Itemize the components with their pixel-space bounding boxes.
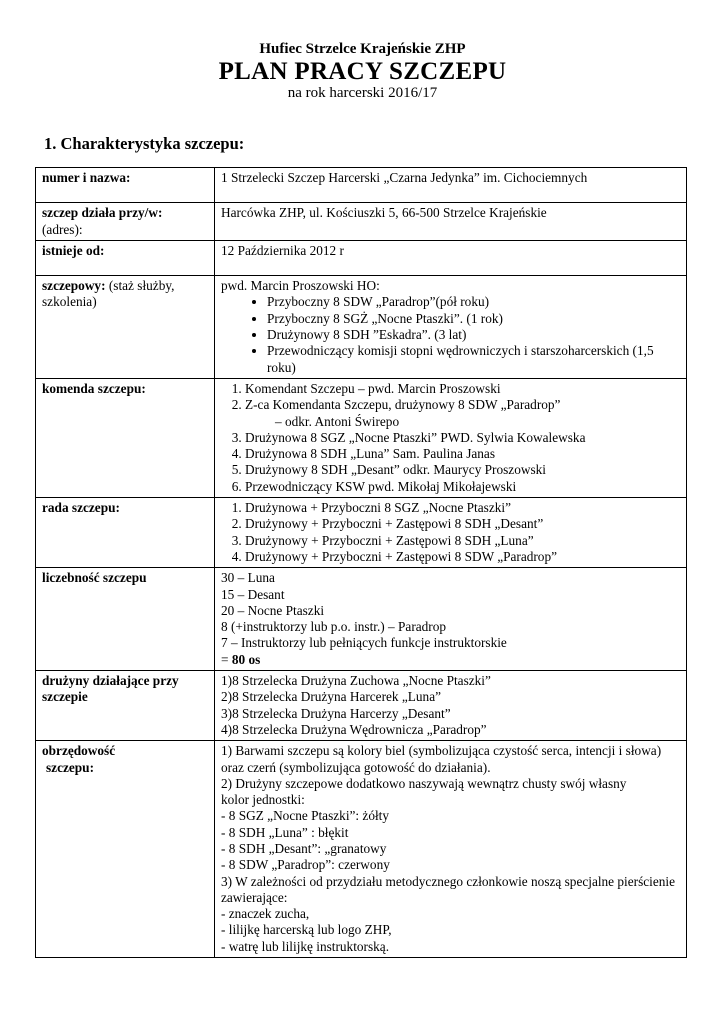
table-row (36, 498, 687, 568)
characteristics-table (35, 167, 687, 958)
unit-line: 3)8 Strzelecka Drużyna Harcerzy „Desant” (221, 705, 451, 721)
label-leader: szczepowy: (42, 278, 106, 294)
list-item-text: Z-ca Komendanta Szczepu, drużynowy 8 SDW „Paradrop” (245, 397, 561, 413)
row-label (36, 498, 215, 568)
table-row (36, 568, 687, 671)
list-item: 5. Drużynowy 8 SDH „Desant” odkr. Maurycy Proszowski (245, 462, 680, 478)
label-founded: istnieje od: (42, 242, 105, 258)
table-row (36, 240, 687, 275)
row-label (36, 168, 215, 203)
table-row (36, 168, 687, 203)
ritual-line: - znaczek zucha, (221, 906, 310, 922)
row-value (215, 498, 687, 568)
label-command: komenda szczepu: (42, 380, 146, 396)
row-value (215, 671, 687, 741)
ritual-line: - 8 SDW „Paradrop”: czerwony (221, 857, 390, 873)
row-label (36, 568, 215, 671)
size-total-line (221, 652, 680, 668)
ritual-line: - 8 SDH „Desant”: „granatowy (221, 840, 387, 856)
list-item: • Przewodniczący komisji stopni wędrowniczych i starszoharcerskich (1,5 roku) (267, 343, 680, 376)
unit-line: 1)8 Strzelecka Drużyna Zuchowa „Nocne Ptaszki” (221, 673, 491, 689)
ritual-line: - 8 SGZ „Nocne Ptaszki”: żółty (221, 808, 390, 824)
row-label (36, 240, 215, 275)
label-leader-note: (staż służby, szkolenia) (42, 278, 175, 310)
label-location-note: (adres): (42, 221, 83, 237)
row-value (215, 240, 687, 275)
leader-intro: pwd. Marcin Proszowski HO: (221, 278, 380, 294)
organization-name: Hufiec Strzelce Krajeńskie ZHP (259, 41, 466, 57)
size-line: 15 – Desant (221, 586, 285, 602)
row-label (36, 203, 215, 241)
list-item: 2. Drużynowy + Przyboczni + Zastępowi 8 SDH „Desant” (245, 516, 680, 532)
ritual-line: - watrę lub lilijkę instruktorską. (221, 938, 390, 954)
label-units: drużyny działające przy szczepie (42, 673, 179, 705)
table-row (36, 203, 687, 241)
ritual-line: kolor jednostki: (221, 792, 305, 808)
list-item: 4. Drużynowy + Przyboczni + Zastępowi 8 SDW „Paradrop” (245, 549, 680, 565)
ritual-line: - lilijkę harcerską lub logo ZHP, (221, 922, 392, 938)
command-list (221, 381, 680, 495)
row-label (36, 378, 215, 497)
section-heading: 1. Charakterystyka szczepu: (44, 134, 245, 153)
row-value (215, 203, 687, 241)
troop-address: Harcówka ZHP, ul. Kościuszki 5, 66-500 Strzelce Krajeńskie (221, 205, 547, 221)
troop-name: 1 Strzelecki Szczep Harcerski „Czarna Jedynka” im. Cichociemnych (221, 170, 588, 185)
ritual-line: 2) Drużyny szczepowe dodatkowo naszywają wewnątrz chusty swój własny (221, 775, 627, 791)
list-item: • Przyboczny 8 SGŻ „Nocne Ptaszki”. (1 rok) (267, 311, 680, 327)
row-value (215, 276, 687, 379)
ritual-line: - 8 SDH „Luna” : błękit (221, 824, 349, 840)
row-value (215, 741, 687, 958)
unit-line: 2)8 Strzelecka Drużyna Harcerek „Luna” (221, 689, 442, 705)
ritual-line: 1) Barwami szczepu są kolory biel (symbolizująca czystość serca, intencji i słowa) oraz czerń (symbolizująca gotowość do działania). (221, 743, 662, 775)
row-label (36, 741, 215, 958)
document-subtitle: na rok harcerski 2016/17 (287, 85, 438, 101)
table-row (36, 276, 687, 379)
size-total-prefix: = (221, 651, 232, 667)
list-item: 4. Drużynowa 8 SDH „Luna” Sam. Paulina Janas (245, 446, 680, 462)
list-item (245, 397, 680, 430)
unit-line: 4)8 Strzelecka Drużyna Wędrownicza „Paradrop” (221, 721, 487, 737)
size-total: 80 os (231, 651, 261, 667)
label-size: liczebność szczepu (42, 570, 147, 586)
row-value (215, 568, 687, 671)
table-row (36, 671, 687, 741)
list-item: 3. Drużynowy + Przyboczni + Zastępowi 8 SDH „Luna” (245, 533, 680, 549)
list-item: • Drużynowy 8 SDH ”Eskadra”. (3 lat) (267, 327, 680, 343)
leader-experience-list (221, 294, 680, 375)
label-council: rada szczepu: (42, 500, 120, 516)
table-row (36, 378, 687, 497)
size-line: 20 – Nocne Ptaszki (221, 602, 325, 618)
council-list (221, 500, 680, 565)
founded-date: 12 Października 2012 r (221, 242, 344, 258)
row-value (215, 168, 687, 203)
list-item: 6. Przewodniczący KSW pwd. Mikołaj Mikołajewski (245, 479, 680, 495)
list-item: 1. Komendant Szczepu – pwd. Marcin Proszowski (245, 381, 680, 397)
list-item-continuation: – odkr. Antoni Świrepo (275, 413, 400, 429)
list-item: 1. Drużynowa + Przyboczni 8 SGZ „Nocne Ptaszki” (245, 500, 680, 516)
row-value (215, 378, 687, 497)
label-ritual: obrzędowość (42, 743, 116, 759)
list-item: • Przyboczny 8 SDW „Paradrop”(pół roku) (267, 294, 680, 310)
size-line: 8 (+instruktorzy lub p.o. instr.) – Paradrop (221, 619, 447, 635)
size-line: 7 – Instruktorzy lub pełniących funkcje instruktorskie (221, 635, 507, 651)
size-line: 30 – Luna (221, 570, 275, 586)
label-name: numer i nazwa: (42, 170, 131, 185)
row-label (36, 671, 215, 741)
ritual-line: 3) W zależności od przydziału metodycznego członkowie noszą specjalne pierścienie zawierające: (221, 873, 676, 905)
label-ritual-2: szczepu: (46, 759, 94, 775)
row-label (36, 276, 215, 379)
document-header (0, 40, 725, 102)
table-row (36, 741, 687, 958)
list-item: 3. Drużynowa 8 SGZ „Nocne Ptaszki” PWD. Sylwia Kowalewska (245, 430, 680, 446)
label-location: szczep działa przy/w: (42, 205, 163, 221)
document-title: PLAN PRACY SZCZEPU (218, 58, 507, 85)
